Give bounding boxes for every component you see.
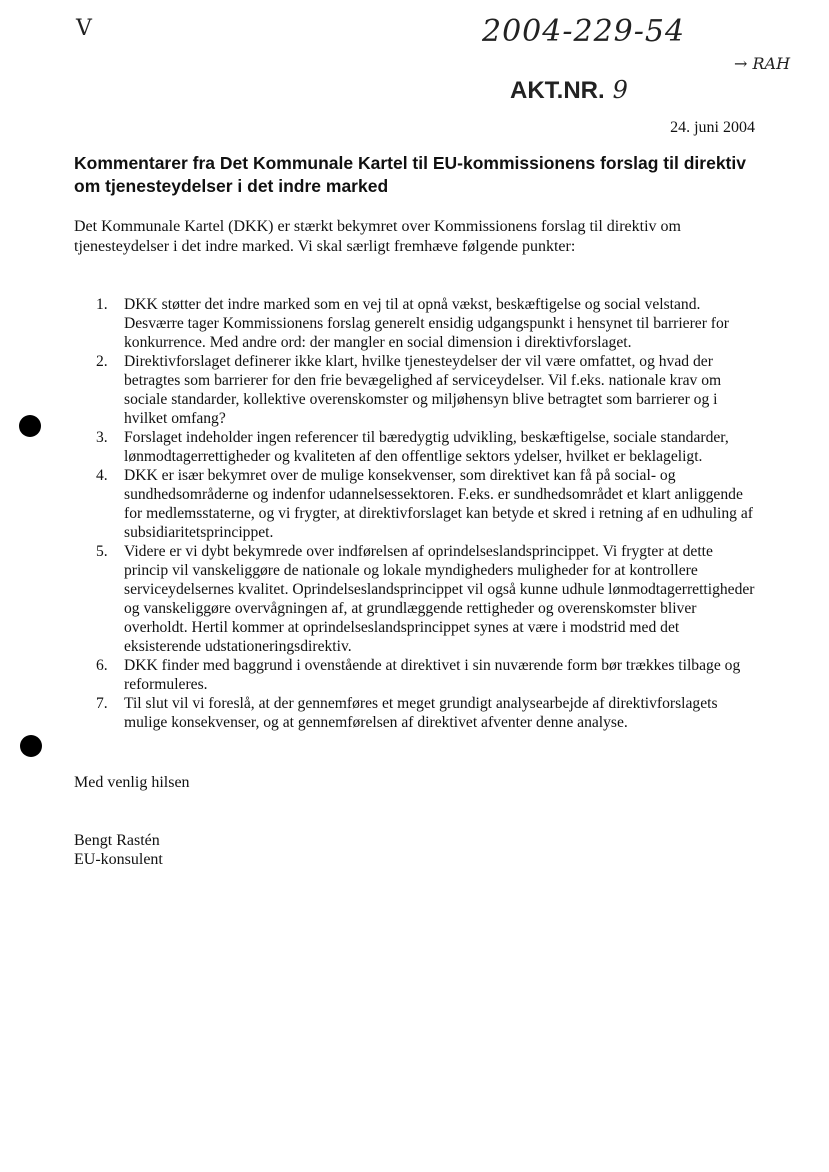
list-item-number: 4. — [96, 467, 108, 484]
list-item-text: DKK støtter det indre marked som en vej til at opnå vækst, beskæftigelse og social velstand. Desværre tager Kommissionens forslag generelt ensidig udgangspunkt i hensynet til barrierer for konkurrence. Med andre ord: der mangler en social dimension i direktivforslaget. — [124, 296, 729, 351]
list-item — [96, 428, 758, 466]
list-item-number: 2. — [96, 353, 108, 370]
akt-number: 9 — [612, 76, 628, 104]
letter-date: 24. juni 2004 — [670, 119, 755, 136]
handwritten-check-mark: V — [76, 16, 92, 41]
list-item — [96, 656, 758, 694]
punch-hole-icon — [20, 735, 42, 757]
list-item-text: Direktivforslaget definerer ikke klart, hvilke tjenesteydelser der vil være omfattet, og hvad der betragtes som barrierer for den frie bevægelighed af serviceydelser. Vil f.eks. nationale krav om sociale standarder, kollektive overenskomster og miljøhensyn blive betragtet som barrierer og i hvilket omfang? — [124, 353, 722, 427]
list-item-number: 5. — [96, 543, 108, 560]
list-item-text: Videre er vi dybt bekymrede over indførelsen af oprindelseslandsprincippet. Vi frygter at dette princip vil vanskeliggøre de nationale og lokale myndigheders muligheder for at kontrollere serviceydelsernes kvalitet. Oprindelseslandsprincippet vil også kunne udhule lønmodtagerrettigheder og vanskeliggøre overvågningen af, at grundlæggende rettigheder og overenskomster bliver overholdt. Hertil kommer at oprindelseslandsprincippet synes at være i modstrid med det eksisterende udstationeringsdirektiv. — [124, 543, 755, 655]
list-item — [96, 295, 758, 352]
signer-title: EU-konsulent — [74, 851, 163, 868]
points-list — [96, 295, 758, 732]
list-item-text: Forslaget indeholder ingen referencer til bæredygtig udvikling, beskæftigelse, sociale standarder, lønmodtagerrettigheder og kvaliteten af den offentlige sektors ydelser, hvilket er beklageligt. — [124, 429, 729, 465]
list-item-text: DKK finder med baggrund i ovenstående at direktivet i sin nuværende form bør trækkes tilbage og reformuleres. — [124, 657, 741, 693]
list-item-text: Til slut vil vi foreslå, at der gennemføres et meget grundigt analysearbejde af direktivforslagets mulige konsekvenser, og at gennemførelsen af direktivet afventer denne analyse. — [124, 695, 718, 731]
list-item-number: 1. — [96, 296, 108, 313]
akt-label: AKT.NR. — [510, 77, 605, 104]
signer-name: Bengt Rastén — [74, 832, 160, 849]
list-item — [96, 694, 758, 732]
list-item-number: 6. — [96, 657, 108, 674]
list-item-number: 3. — [96, 429, 108, 446]
intro-paragraph: Det Kommunale Kartel (DKK) er stærkt bekymret over Kommissionens forslag til direktiv om tjenesteydelser i det indre marked. Vi skal særligt fremhæve følgende punkter: — [74, 218, 681, 255]
handwritten-forward-note: → RAH — [734, 54, 791, 73]
closing-greeting: Med venlig hilsen — [74, 774, 190, 791]
akt-number-stamp — [510, 76, 628, 105]
handwritten-journal-number: 2004-229-54 — [482, 14, 686, 49]
list-item-number: 7. — [96, 695, 108, 712]
punch-hole-icon — [19, 415, 41, 437]
list-item-text: DKK er især bekymret over de mulige konsekvenser, som direktivet kan få på social- og sundhedsområderne og indenfor udannelsessektoren. F.eks. er sundhedsområdet et klart anliggende for medlemsstaterne, og vi frygter, at direktivforslaget kan betyde et skred i retning af en udhuling af subsidiaritetsprincippet. — [124, 467, 753, 541]
list-item — [96, 542, 758, 656]
list-item — [96, 352, 758, 428]
list-item — [96, 466, 758, 542]
letter-title: Kommentarer fra Det Kommunale Kartel til EU-kommissionens forslag til direktiv om tjenesteydelser i det indre marked — [74, 153, 746, 196]
